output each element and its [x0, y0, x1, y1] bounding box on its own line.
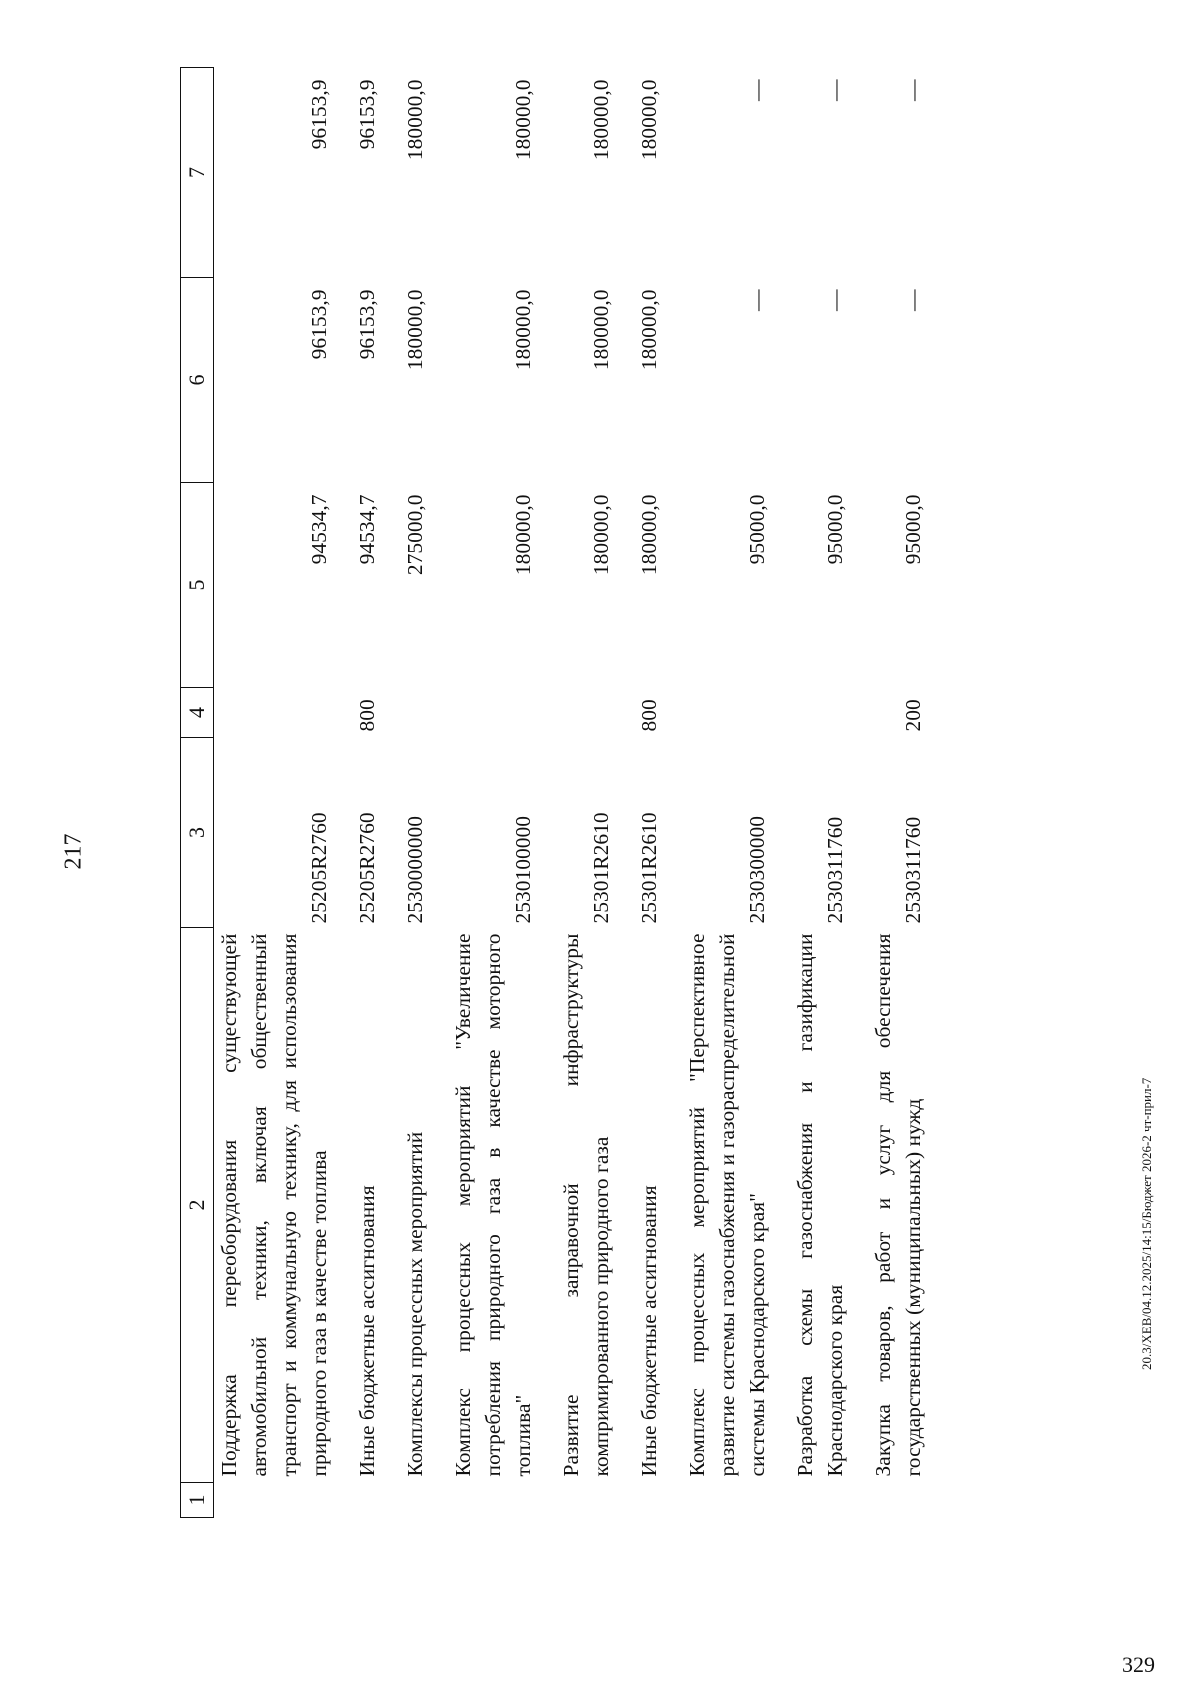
column-header: 1: [181, 1483, 214, 1518]
row-amount-col5: 94534,7: [307, 494, 331, 565]
table-row: [634, 68, 664, 1518]
row-amount-col6: 180000,0: [403, 289, 427, 371]
row-name: Поддержка переоборудования существующей автомобильной техники, включая общественный транспорт и коммунальную технику, для использования природного газа в качестве топлива: [217, 933, 331, 1477]
page-number: 329: [1122, 1652, 1155, 1677]
row-expense-type: [400, 688, 430, 738]
row-amount-col6: 96153,9: [355, 289, 379, 360]
row-target-code: 2530311760: [901, 816, 925, 924]
row-amount-col7: —: [901, 79, 925, 101]
row-name: Комплекс процессных мероприятий "Перспективное развитие системы газоснабжения и газораспределительной системы Краснодарского края": [685, 933, 769, 1477]
row-name: Закупка товаров, работ и услуг для обеспечения государственных (муниципальных) нужд: [871, 933, 925, 1477]
row-amount-col5: 95000,0: [901, 494, 925, 565]
row-target-code: 2530300000: [745, 816, 769, 924]
row-amount-col6: —: [901, 289, 925, 311]
row-name: Комплекс процессных мероприятий "Увеличение потребления природного газа в качестве моторного топлива": [451, 933, 535, 1477]
table-row: [352, 68, 382, 1518]
row-amount-col5: 180000,0: [589, 494, 613, 576]
row-target-code: 2530000000: [403, 816, 427, 924]
row-amount-col6: —: [823, 289, 847, 311]
row-target-code: 25205R2760: [355, 812, 379, 924]
row-expense-type: [556, 688, 616, 738]
row-amount-col7: 96153,9: [355, 79, 379, 150]
row-amount-col5: 275000,0: [403, 494, 427, 576]
row-expense-type: 200: [901, 699, 925, 732]
page-header-number: 217: [60, 833, 87, 870]
table-row: [790, 68, 850, 1518]
row-amount-col7: 180000,0: [589, 79, 613, 161]
budget-table: [180, 67, 928, 1518]
row-amount-col6: —: [745, 289, 769, 311]
row-expense-type: [790, 688, 850, 738]
row-amount-col6: 180000,0: [511, 289, 535, 371]
row-expense-type: [214, 688, 335, 738]
row-amount-col7: 96153,9: [307, 79, 331, 150]
table-row: [214, 68, 335, 1518]
row-target-code: 25301R2610: [589, 812, 613, 924]
row-amount-col5: 95000,0: [823, 494, 847, 565]
row-amount-col7: 180000,0: [403, 79, 427, 161]
table-row: [400, 68, 430, 1518]
row-amount-col7: 180000,0: [637, 79, 661, 161]
row-name: Иные бюджетные ассигнования: [355, 1185, 379, 1477]
table-row: [682, 68, 772, 1518]
row-amount-col5: 180000,0: [637, 494, 661, 576]
row-expense-type: [448, 688, 538, 738]
row-amount-col6: 96153,9: [307, 289, 331, 360]
column-header: 5: [181, 483, 214, 688]
table-row: [448, 68, 538, 1518]
row-expense-type: 800: [355, 699, 379, 732]
row-target-code: 25301R2610: [637, 812, 661, 924]
document-footer-code: 20.3/XEB/04.12.2025/14:15/Бюджет 2026-2 чт-прил-7: [1139, 1077, 1154, 1370]
table-row: [868, 68, 928, 1518]
row-amount-col5: 180000,0: [511, 494, 535, 576]
row-name: Иные бюджетные ассигнования: [637, 1185, 661, 1477]
row-amount-col7: 180000,0: [511, 79, 535, 161]
row-target-code: 2530311760: [823, 816, 847, 924]
row-name: Развитие заправочной инфраструктуры компримированного природного газа: [559, 933, 613, 1477]
row-target-code: 25205R2760: [307, 812, 331, 924]
row-name: Комплексы процессных мероприятий: [403, 1131, 427, 1477]
column-header: 2: [181, 928, 214, 1483]
table-row: [556, 68, 616, 1518]
column-header: 7: [181, 68, 214, 278]
row-amount-col6: 180000,0: [589, 289, 613, 371]
row-name: Разработка схемы газоснабжения и газификации Краснодарского края: [793, 933, 847, 1477]
column-header: 6: [181, 278, 214, 483]
table-header-row: [181, 68, 214, 1518]
row-amount-col5: 94534,7: [355, 494, 379, 565]
row-expense-type: 800: [637, 699, 661, 732]
column-header: 4: [181, 688, 214, 738]
row-expense-type: [682, 688, 772, 738]
row-amount-col7: —: [745, 79, 769, 101]
row-amount-col6: 180000,0: [637, 289, 661, 371]
row-amount-col5: 95000,0: [745, 494, 769, 565]
row-amount-col7: —: [823, 79, 847, 101]
column-header: 3: [181, 738, 214, 928]
rotated-table-container: [180, 68, 1100, 1518]
row-target-code: 2530100000: [511, 816, 535, 924]
